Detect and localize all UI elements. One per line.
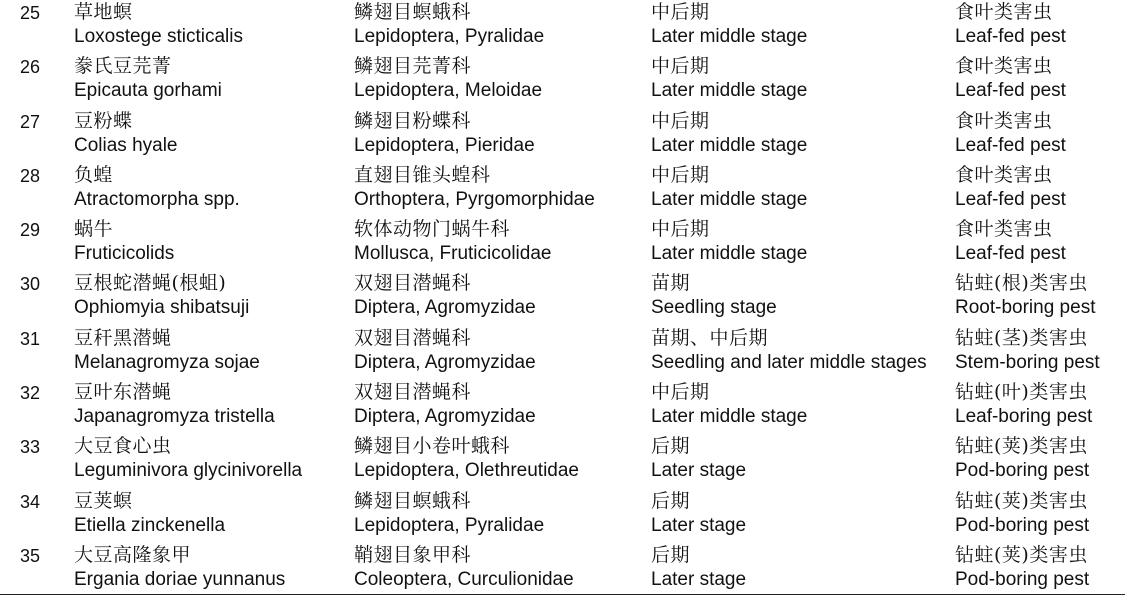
- stage-en: Later stage: [651, 514, 747, 536]
- pest-type-cell: [955, 380, 1125, 434]
- pest-name-en: Atractomorpha spp.: [74, 188, 240, 210]
- row-number: 30: [20, 274, 41, 295]
- pest-name-cell: [74, 163, 349, 217]
- pest-type-zh: 钻蛀(根)类害虫: [955, 272, 1088, 295]
- taxonomy-zh: 直翅目锥头蝗科: [354, 163, 491, 186]
- pest-type-en: Pod-boring pest: [955, 460, 1090, 482]
- table-row: [0, 543, 1125, 597]
- taxonomy-zh: 鳞翅目螟蛾科: [354, 489, 472, 512]
- stage-zh: 中后期: [651, 109, 710, 132]
- row-number: 35: [20, 545, 41, 566]
- stage-zh: 中后期: [651, 218, 710, 241]
- pest-name-en: Epicauta gorhami: [74, 80, 222, 102]
- taxonomy-en: Diptera, Agromyzidae: [354, 406, 536, 428]
- table-row: [0, 54, 1125, 108]
- table-row: [0, 326, 1125, 380]
- pest-name-cell: [74, 54, 349, 108]
- pest-type-en: Leaf-fed pest: [955, 188, 1066, 210]
- taxonomy-zh: 双翅目潜蝇科: [354, 381, 472, 404]
- pest-name-en: Etiella zinckenella: [74, 514, 226, 536]
- pest-name-en: Leguminivora glycinivorella: [74, 460, 303, 482]
- row-number: 28: [20, 165, 41, 186]
- pest-type-zh: 食叶类害虫: [955, 163, 1053, 186]
- pest-type-zh: 钻蛀(荚)类害虫: [955, 543, 1088, 566]
- taxonomy-en: Orthoptera, Pyrgomorphidae: [354, 188, 595, 210]
- taxonomy-en: Lepidoptera, Pieridae: [354, 134, 535, 156]
- pest-name-cell: [74, 380, 349, 434]
- occurrence-stage-cell: [651, 0, 951, 54]
- occurrence-stage-cell: [651, 543, 951, 597]
- taxonomy-zh: 双翅目潜蝇科: [354, 272, 472, 295]
- stage-zh: 苗期: [651, 272, 691, 295]
- stage-zh: 后期: [651, 543, 691, 566]
- taxonomy-cell: [354, 434, 646, 488]
- pest-type-cell: [955, 54, 1125, 108]
- pest-type-en: Leaf-fed pest: [955, 80, 1066, 102]
- pest-name-zh: 豆叶东潜蝇: [74, 381, 172, 404]
- pest-name-zh: 大豆高隆象甲: [74, 543, 192, 566]
- pest-type-zh: 食叶类害虫: [955, 55, 1053, 78]
- taxonomy-en: Lepidoptera, Pyralidae: [354, 26, 545, 47]
- pest-name-en: Ophiomyia shibatsuji: [74, 297, 250, 319]
- row-number: 32: [20, 383, 41, 404]
- occurrence-stage-cell: [651, 217, 951, 271]
- pest-name-en: Ergania doriae yunnanus: [74, 568, 286, 590]
- pest-name-en: Japanagromyza tristella: [74, 406, 275, 428]
- pest-name-cell: [74, 489, 349, 543]
- row-number: 34: [20, 491, 41, 512]
- taxonomy-en: Lepidoptera, Pyralidae: [354, 514, 545, 536]
- stage-zh: 后期: [651, 435, 691, 458]
- stage-zh: 中后期: [651, 1, 710, 23]
- pest-name-cell: [74, 434, 349, 488]
- pest-type-zh: 钻蛀(荚)类害虫: [955, 489, 1088, 512]
- stage-en: Later middle stage: [651, 406, 808, 428]
- taxonomy-en: Lepidoptera, Olethreutidae: [354, 460, 579, 482]
- taxonomy-cell: [354, 109, 646, 163]
- occurrence-stage-cell: [651, 54, 951, 108]
- taxonomy-en: Mollusca, Fruticicolidae: [354, 243, 552, 265]
- pest-name-zh: 豢氏豆芫菁: [74, 55, 172, 78]
- row-number: 26: [20, 57, 41, 78]
- pest-name-zh: 豆秆黑潜蝇: [74, 326, 172, 349]
- pest-name-cell: [74, 326, 349, 380]
- pest-type-en: Stem-boring pest: [955, 351, 1100, 373]
- taxonomy-en: Diptera, Agromyzidae: [354, 351, 536, 373]
- table-row: [0, 163, 1125, 217]
- pest-name-cell: [74, 217, 349, 271]
- stage-zh: 后期: [651, 489, 691, 512]
- pest-name-zh: 豆根蛇潜蝇(根蛆): [74, 272, 227, 295]
- stage-en: Later stage: [651, 460, 747, 482]
- taxonomy-en: Coleoptera, Curculionidae: [354, 568, 574, 590]
- taxonomy-cell: [354, 543, 646, 597]
- taxonomy-cell: [354, 217, 646, 271]
- taxonomy-cell: [354, 271, 646, 325]
- stage-en: Later middle stage: [651, 80, 808, 102]
- table-row: [0, 434, 1125, 488]
- pest-name-en: Melanagromyza sojae: [74, 351, 260, 373]
- stage-en: Later middle stage: [651, 243, 808, 265]
- occurrence-stage-cell: [651, 326, 951, 380]
- stage-zh: 中后期: [651, 381, 710, 404]
- taxonomy-cell: [354, 489, 646, 543]
- occurrence-stage-cell: [651, 271, 951, 325]
- pest-type-zh: 食叶类害虫: [955, 218, 1053, 241]
- occurrence-stage-cell: [651, 489, 951, 543]
- pest-name-zh: 蜗牛: [74, 218, 114, 241]
- taxonomy-zh: 鳞翅目粉蝶科: [354, 109, 472, 132]
- pest-name-zh: 草地螟: [74, 1, 133, 23]
- pest-type-cell: [955, 543, 1125, 597]
- table-row: [0, 489, 1125, 543]
- row-number: 27: [20, 111, 41, 132]
- pest-type-cell: [955, 109, 1125, 163]
- stage-en: Later middle stage: [651, 134, 808, 156]
- occurrence-stage-cell: [651, 109, 951, 163]
- pest-name-cell: [74, 271, 349, 325]
- row-number: 25: [20, 3, 41, 23]
- taxonomy-cell: [354, 326, 646, 380]
- taxonomy-zh: 软体动物门蜗牛科: [354, 218, 511, 241]
- pest-type-en: Root-boring pest: [955, 297, 1096, 319]
- pest-name-cell: [74, 0, 349, 54]
- pest-type-cell: [955, 434, 1125, 488]
- taxonomy-en: Lepidoptera, Meloidae: [354, 80, 543, 102]
- taxonomy-cell: [354, 0, 646, 54]
- table-row: [0, 271, 1125, 325]
- pest-type-zh: 食叶类害虫: [955, 1, 1053, 23]
- taxonomy-en: Diptera, Agromyzidae: [354, 297, 536, 319]
- pest-type-cell: [955, 489, 1125, 543]
- table-row: [0, 109, 1125, 163]
- stage-en: Later middle stage: [651, 26, 808, 47]
- pest-name-cell: [74, 109, 349, 163]
- pest-type-en: Leaf-fed pest: [955, 134, 1066, 156]
- occurrence-stage-cell: [651, 434, 951, 488]
- pest-type-en: Leaf-fed pest: [955, 26, 1066, 47]
- pest-name-zh: 豆荚螟: [74, 489, 133, 512]
- row-number: 33: [20, 437, 41, 458]
- pest-type-zh: 食叶类害虫: [955, 109, 1053, 132]
- pest-name-en: Loxostege sticticalis: [74, 26, 243, 47]
- stage-en: Seedling and later middle stages: [651, 351, 927, 373]
- taxonomy-cell: [354, 163, 646, 217]
- stage-zh: 苗期、中后期: [651, 326, 769, 349]
- pest-type-cell: [955, 163, 1125, 217]
- taxonomy-cell: [354, 380, 646, 434]
- taxonomy-zh: 鳞翅目螟蛾科: [354, 1, 472, 23]
- stage-en: Later stage: [651, 568, 747, 590]
- pest-name-zh: 豆粉蝶: [74, 109, 133, 132]
- pest-name-cell: [74, 543, 349, 597]
- stage-zh: 中后期: [651, 55, 710, 78]
- stage-en: Seedling stage: [651, 297, 777, 319]
- pest-type-zh: 钻蛀(叶)类害虫: [955, 381, 1088, 404]
- occurrence-stage-cell: [651, 380, 951, 434]
- pest-type-en: Leaf-boring pest: [955, 406, 1093, 428]
- taxonomy-zh: 双翅目潜蝇科: [354, 326, 472, 349]
- occurrence-stage-cell: [651, 163, 951, 217]
- stage-zh: 中后期: [651, 163, 710, 186]
- pest-type-cell: [955, 326, 1125, 380]
- pest-type-cell: [955, 0, 1125, 54]
- pest-type-en: Leaf-fed pest: [955, 243, 1066, 265]
- pest-type-cell: [955, 271, 1125, 325]
- pest-name-zh: 大豆食心虫: [74, 435, 172, 458]
- table-row: [0, 217, 1125, 271]
- pest-type-cell: [955, 217, 1125, 271]
- pest-type-zh: 钻蛀(荚)类害虫: [955, 435, 1088, 458]
- pest-type-en: Pod-boring pest: [955, 514, 1090, 536]
- taxonomy-zh: 鳞翅目芫菁科: [354, 55, 472, 78]
- pest-name-en: Fruticicolids: [74, 243, 175, 265]
- taxonomy-zh: 鞘翅目象甲科: [354, 543, 472, 566]
- table-row: [0, 0, 1125, 54]
- stage-en: Later middle stage: [651, 188, 808, 210]
- pest-name-en: Colias hyale: [74, 134, 178, 156]
- pest-name-zh: 负蝗: [74, 163, 114, 186]
- taxonomy-zh: 鳞翅目小卷叶蛾科: [354, 435, 511, 458]
- table-bottom-rule: [0, 594, 1125, 595]
- pest-type-zh: 钻蛀(茎)类害虫: [955, 326, 1088, 349]
- pest-type-en: Pod-boring pest: [955, 568, 1090, 590]
- row-number: 29: [20, 220, 41, 241]
- row-number: 31: [20, 328, 41, 349]
- table-row: [0, 380, 1125, 434]
- taxonomy-cell: [354, 54, 646, 108]
